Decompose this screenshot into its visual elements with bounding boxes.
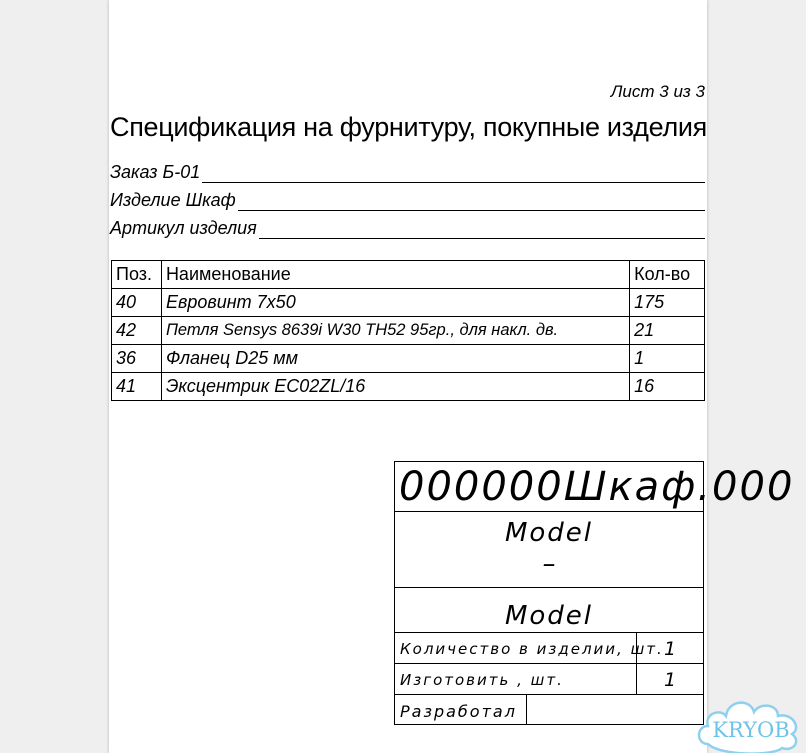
cell-pos: 42 xyxy=(112,317,162,345)
model-bottom: Model xyxy=(395,588,703,633)
document-title: Спецификация на фурнитуру, покупные изделия xyxy=(110,112,707,142)
table-row xyxy=(112,317,705,345)
manufacture-value: 1 xyxy=(636,664,705,694)
developed-value xyxy=(526,695,705,725)
qty-in-product-label: Количество в изделии, шт. xyxy=(400,640,664,658)
cell-pos: 41 xyxy=(112,373,162,401)
drawing-code: 000000Шкаф.000 xyxy=(395,462,703,512)
qty-in-product-value: 1 xyxy=(636,633,705,663)
table-row xyxy=(112,289,705,317)
cell-qty: 1 xyxy=(630,345,705,373)
product-field xyxy=(110,187,705,211)
model-dash: – xyxy=(542,549,556,579)
order-field xyxy=(110,159,705,183)
article-label: Артикул изделия xyxy=(110,218,257,238)
cell-pos: 36 xyxy=(112,345,162,373)
title-block xyxy=(394,461,795,725)
model-block xyxy=(395,512,703,588)
table-row xyxy=(112,345,705,373)
product-label: Изделие Шкаф xyxy=(110,190,236,210)
cell-qty: 16 xyxy=(630,373,705,401)
cloud-logo-icon xyxy=(694,684,806,753)
article-underline xyxy=(259,216,705,239)
manufacture-label: Изготовить , шт. xyxy=(400,671,564,689)
cell-pos: 40 xyxy=(112,289,162,317)
qty-in-product-row xyxy=(395,633,703,664)
article-field xyxy=(110,215,705,239)
cell-qty: 175 xyxy=(630,289,705,317)
product-underline xyxy=(238,188,705,211)
order-underline xyxy=(202,160,705,183)
header-qty: Кол-во xyxy=(630,261,705,289)
cell-name: Евровинт 7х50 xyxy=(161,289,629,317)
model-top: Model xyxy=(504,518,594,548)
sheet-label: Лист 3 из 3 xyxy=(610,82,705,101)
header-pos: Поз. xyxy=(112,261,162,289)
cell-qty: 21 xyxy=(630,317,705,345)
developed-label: Разработал xyxy=(400,702,517,721)
manufacture-row xyxy=(395,664,703,695)
cell-name: Петля Sensys 8639i W30 TH52 95гр., для накл. дв. xyxy=(161,317,629,345)
logo-text: KRYOB xyxy=(712,718,790,742)
table-header-row xyxy=(112,261,705,289)
developed-row xyxy=(395,695,703,725)
table-row xyxy=(112,373,705,401)
header-name: Наименование xyxy=(161,261,629,289)
spec-table xyxy=(111,260,705,401)
cell-name: Эксцентрик EC02ZL/16 xyxy=(161,373,629,401)
order-label: Заказ Б-01 xyxy=(110,162,201,182)
cell-name: Фланец D25 мм xyxy=(161,345,629,373)
